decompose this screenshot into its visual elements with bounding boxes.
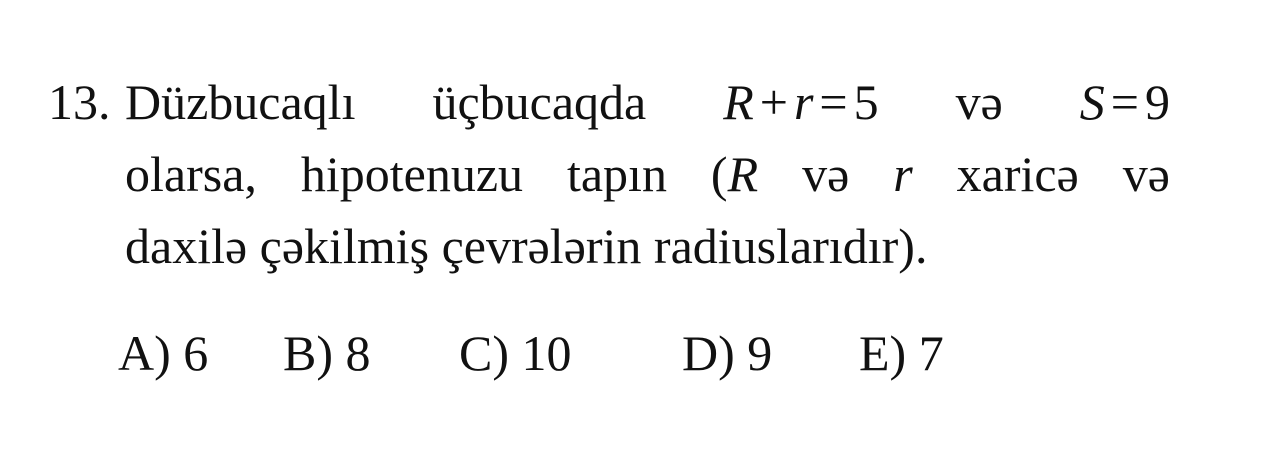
math-operator: = (1110, 74, 1139, 130)
math-operator: + (759, 74, 788, 130)
question-text (125, 66, 1170, 282)
question-line-2 (125, 138, 1170, 210)
answer-option-c[interactable]: C) 10 (459, 325, 572, 381)
question-line-1 (125, 66, 1170, 138)
answer-option-b[interactable]: B) 8 (283, 325, 371, 381)
answer-option-e[interactable]: E) 7 (859, 325, 944, 381)
word: tapın (566, 146, 667, 202)
paren-var-r (711, 138, 758, 210)
answer-option-d[interactable]: D) 9 (682, 325, 773, 381)
question-line-3: daxilə çəkilmiş çevrələrin radiuslarıdır). (125, 218, 928, 274)
word: Düzbucaqlı (125, 74, 356, 130)
math-var: r (893, 146, 913, 202)
word: və (802, 146, 850, 202)
word: və (1122, 146, 1170, 202)
word: xaricə (956, 146, 1079, 202)
paren-open: ( (710, 146, 728, 202)
math-var: r (793, 74, 814, 130)
math-operator: = (819, 74, 848, 130)
word: olarsa, (125, 146, 257, 202)
formula-s (1080, 66, 1170, 138)
math-var: R (727, 146, 759, 202)
math-value: 5 (853, 74, 879, 130)
formula-r-plus-r (723, 66, 878, 138)
word: üçbucaqda (432, 74, 647, 130)
math-var: R (723, 74, 754, 130)
word: hipotenuzu (300, 146, 524, 202)
word: və (955, 74, 1003, 130)
math-var: S (1079, 74, 1105, 130)
question-number: 13. (48, 74, 111, 130)
answer-option-a[interactable]: A) 6 (118, 325, 209, 381)
math-value: 9 (1144, 74, 1170, 130)
